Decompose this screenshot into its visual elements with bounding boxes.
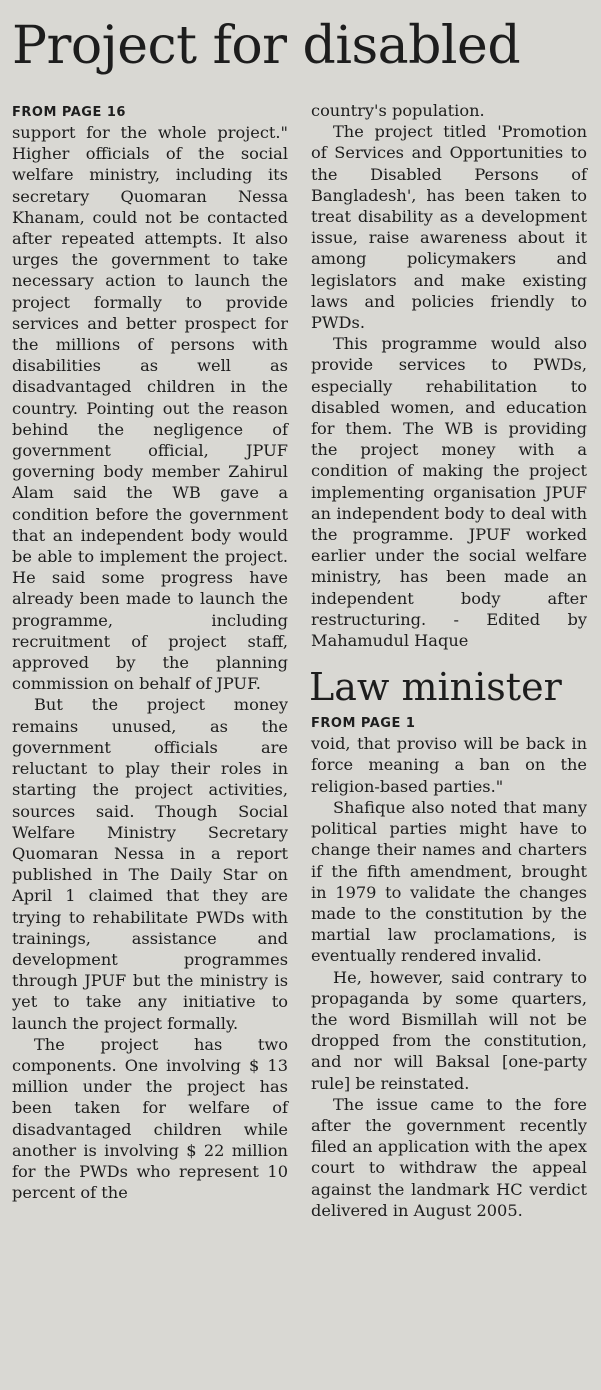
headline-project-for-disabled: Project for disabled xyxy=(12,16,521,76)
paragraph: support for the whole project." Higher officials of the social welfare ministry, including its secretary Quomaran Nessa Khanam, could not be contacted after repeated attempts. It also urges the government to take necessary action to launch the project formally to provide services and better prospect for the millions of persons with disabilities as well as disadvantaged children in the country. Pointing out the reason behind the negligence of government official, JPUF governing body member Zahirul Alam said the WB gave a condition before the government that an independent body would be able to implement the project. He said some progress have already been made to launch the programme, including recruitment of project staff, approved by the planning commission on behalf of JPUF. xyxy=(12,123,288,694)
paragraph: The project has two components. One involving $ 13 million under the project has been taken for welfare of disadvantaged children while another is involving $ 22 million for the PWDs who represent 10 percent of the xyxy=(12,1034,288,1203)
kicker-from-page-1: FROM PAGE 1 xyxy=(311,716,416,732)
headline-law-minister: Law minister xyxy=(309,665,562,710)
paragraph: The issue came to the fore after the government recently filed an application with the apex court to withdraw the appeal against the landmark HC verdict delivered in August 2005. xyxy=(311,1094,587,1220)
paragraph: He, however, said contrary to propaganda by some quarters, the word Bismillah will not be dropped from the constitution, and nor will Baksal [one-party rule] be reinstated. xyxy=(311,967,587,1093)
column-right xyxy=(311,100,587,1221)
paragraph: Shafique also noted that many political parties might have to change their names and charters if the fifth amendment, brought in 1979 to validate the changes made to the constitution by the martial law proclamations, is eventually rendered invalid. xyxy=(311,797,587,966)
paragraph: void, that proviso will be back in force meaning a ban on the religion-based parties." xyxy=(311,734,587,796)
paragraph: This programme would also provide services to PWDs, especially rehabilitation to disabled women, and education for them. The WB is providing the project money with a condition of making the project implementing organisation JPUF an independent body to deal with the programme. JPUF worked earlier under the social welfare ministry, has been made an independent body after restructuring. - Edited by Mahamudul Haque xyxy=(311,334,587,651)
paragraph: country's population. xyxy=(311,101,485,120)
kicker-from-page-16: FROM PAGE 16 xyxy=(12,105,126,120)
column-left xyxy=(12,100,288,1221)
paragraph: The project titled 'Promotion of Services and Opportunities to the Disabled Persons of Bangladesh', has been taken to treat disability as a development issue, raise awareness about it among policymakers and legislators and make existing laws and policies friendly to PWDs. xyxy=(311,122,587,333)
article-columns xyxy=(12,100,587,1221)
paragraph: But the project money remains unused, as the government officials are reluctant to play their roles in starting the project activities, sources said. Though Social Welfare Ministry Secretary Quomaran Nessa in a report published in The Daily Star on April 1 claimed that they are trying to rehabilitate PWDs with trainings, assistance and development programmes through JPUF but the ministry is yet to take any initiative to launch the project formally. xyxy=(12,695,288,1033)
